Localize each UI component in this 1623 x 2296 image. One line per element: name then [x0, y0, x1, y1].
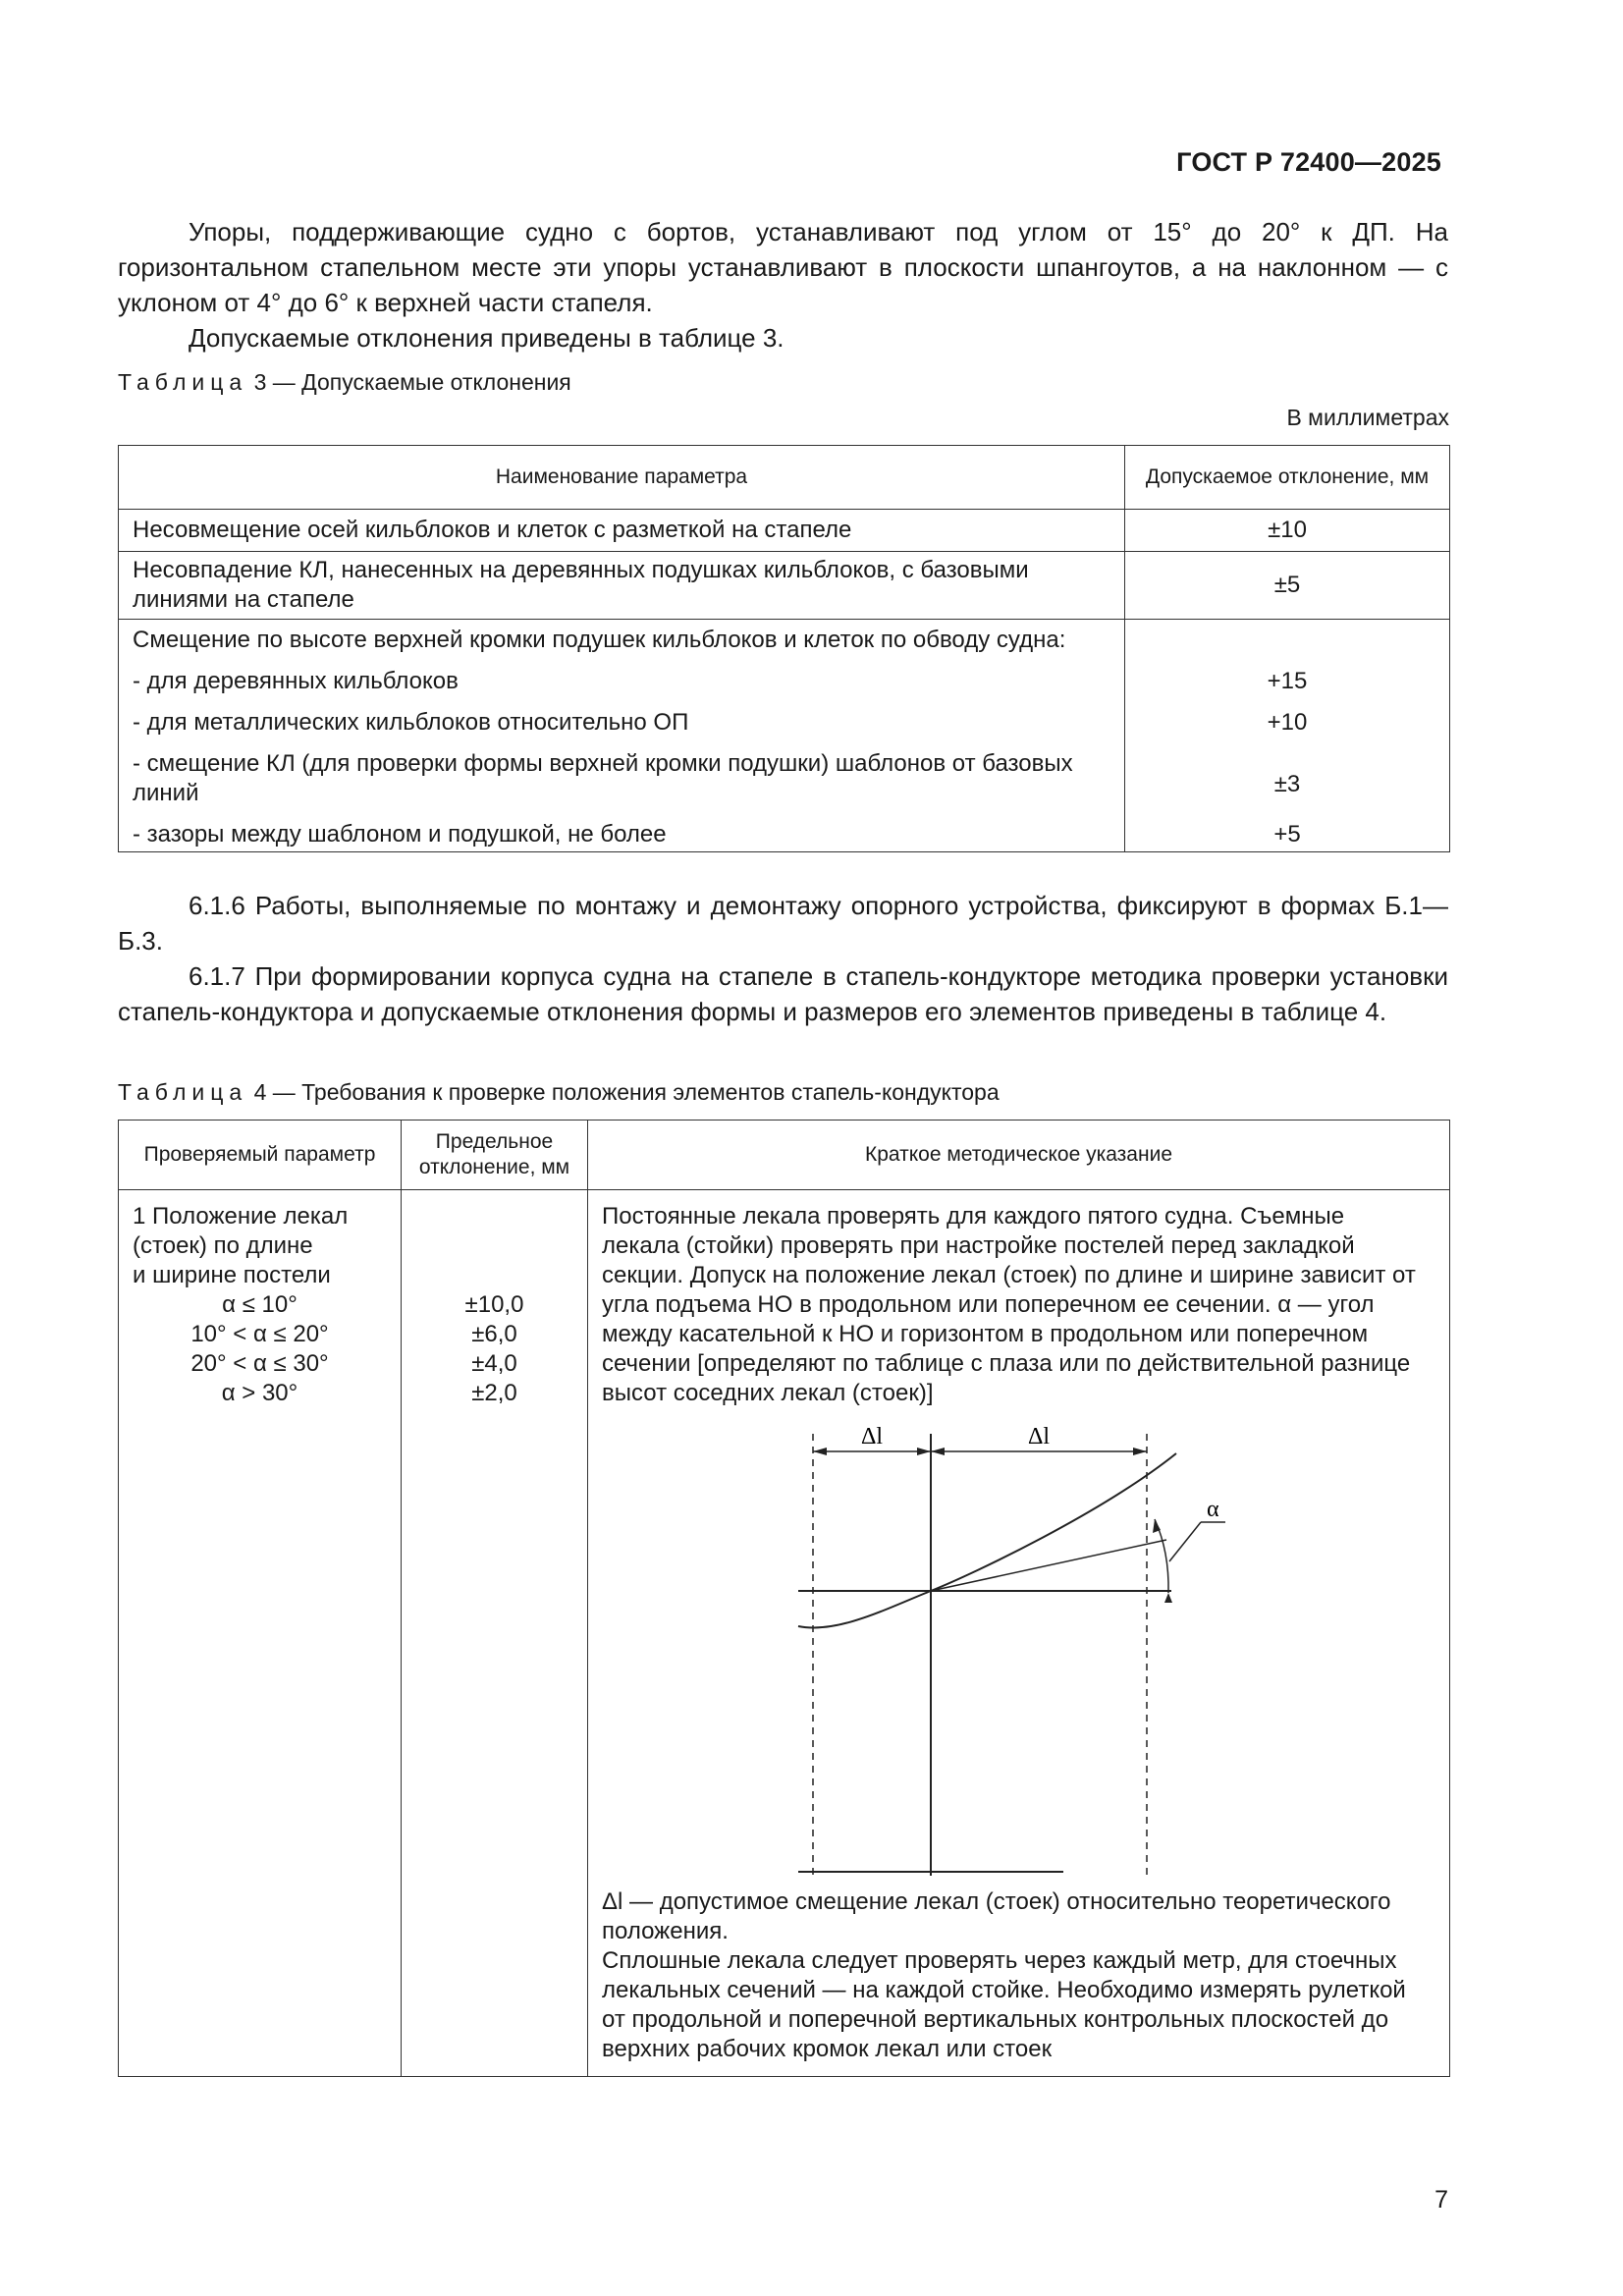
- table3-group-cell: [119, 620, 1125, 852]
- paragraph-6-1-7: 6.1.7 При формировании корпуса судна на стапеле в стапель-кондукторе методика проверки установки стапель-кондуктора и допускаемые отклонения формы и размеров его элементов приведены в таблице 4.: [118, 961, 1448, 1026]
- table3-group-value-4: +5: [1273, 821, 1301, 847]
- table-row: [119, 1190, 1450, 2077]
- arrowhead: [917, 1448, 931, 1455]
- alpha-leader-line: [1169, 1522, 1201, 1561]
- table-row: [119, 510, 1450, 552]
- delta-l-label-right: Δl: [1027, 1424, 1051, 1449]
- table4-limit-cell: [402, 1190, 588, 2077]
- table4-condition-4: α > 30°: [221, 1380, 298, 1406]
- table3-group-item-1: - для деревянных кильблоков: [133, 668, 459, 694]
- table3-group-title: Смещение по высоте верхней кромки подушек кильблоков и клеток по обводу судна:: [133, 627, 1066, 653]
- table3-group-value-2: +10: [1267, 709, 1308, 736]
- table3-units: В миллиметрах: [1286, 405, 1449, 430]
- paragraph-6-1-6: 6.1.6 Работы, выполняемые по монтажу и демонтажу опорного устройства, фиксируют в формах Б.1—Б.3.: [118, 891, 1448, 956]
- table4-condition-3: 20° < α ≤ 30°: [190, 1350, 329, 1377]
- table3-row2-param: Несовпадение КЛ, нанесенных на деревянных подушках кильблоков, с базовыми линиями на стапеле: [119, 552, 1125, 620]
- table3-group-value-3: ±3: [1273, 771, 1301, 797]
- table4-method-bottom: Сплошные лекала следует проверять через каждый метр, для стоечных лекальных сечений — на каждой стойке. Необходимо измерять рулеткой от продольной и поперечной вертикальных контрольных плоскостей до верхних рабочих кромок лекал или стоек: [602, 1947, 1406, 2062]
- table3-group-item-2: - для металлических кильблоков относительно ОП: [133, 709, 689, 736]
- table4-condition-2: 10° < α ≤ 20°: [190, 1321, 329, 1347]
- table3-group-item-4: - зазоры между шаблоном и подушкой, не более: [133, 821, 667, 847]
- intro-paragraph-supports: Упоры, поддерживающие судно с бортов, устанавливают под углом от 15° до 20° к ДП. На горизонтальном стапельном месте эти упоры устанавливают в плоскости шпангоутов, а на наклонном — с уклоном от 4° до 6° к верхней части стапеля.: [118, 217, 1448, 317]
- table4-param-line-2: (стоек) по длине: [133, 1232, 313, 1259]
- table4-method-delta-note: Δl — допустимое смещение лекал (стоек) относительно теоретического положения.: [602, 1888, 1391, 1944]
- table4: [118, 1120, 1450, 2077]
- table4-caption-title: 4 — Требования к проверке положения элементов стапель-кондуктора: [247, 1079, 1000, 1105]
- table4-limit-3: ±4,0: [471, 1350, 517, 1377]
- arrowhead: [1133, 1448, 1147, 1455]
- table4-param-line-3: и ширине постели: [133, 1262, 331, 1288]
- table3-group-value-1: +15: [1267, 668, 1308, 694]
- table3-caption: [118, 369, 571, 396]
- table3: [118, 445, 1450, 852]
- lekalo-offset-diagram: [779, 1424, 1270, 1878]
- table4-param-cell: [119, 1190, 402, 2077]
- table4-method-cell: [588, 1190, 1450, 2077]
- table4-param-line-1: 1 Положение лекал: [133, 1203, 349, 1230]
- lekalo-curve: [798, 1453, 1176, 1627]
- table3-header-row: [119, 446, 1450, 510]
- table3-caption-word: Таблица: [118, 369, 248, 395]
- table3-header-param: Наименование параметра: [119, 446, 1125, 510]
- table4-limit-1: ±10,0: [464, 1291, 524, 1318]
- table4-caption-word: Таблица: [118, 1079, 248, 1105]
- table3-row2-value: ±5: [1125, 552, 1450, 620]
- table3-row1-value: ±10: [1125, 510, 1450, 552]
- table3-caption-title: 3 — Допускаемые отклонения: [247, 369, 571, 395]
- table4-header-param: Проверяемый параметр: [119, 1121, 402, 1190]
- page-number: 7: [1434, 2186, 1448, 2214]
- arrowhead: [1164, 1593, 1172, 1603]
- table4-header-row: [119, 1121, 1450, 1190]
- document-code: ГОСТ Р 72400—2025: [1176, 147, 1441, 177]
- table3-group-item-3: - смещение КЛ (для проверки формы верхней кромки подушки) шаблонов от базовых линий: [133, 750, 1073, 806]
- table4-method-top: Постоянные лекала проверять для каждого пятого судна. Съемные лекала (стойки) проверять при настройке постелей перед закладкой секции. Допуск на положение лекал (стоек) по длине и ширине зависит от угла подъема НО в продольном или поперечном ее сечении. α — угол между касательной к НО и горизонтом в продольном или поперечном сечении [определяют по таблице с плаза или по действительной разнице высот соседних лекал (стоек)]: [602, 1203, 1416, 1406]
- table3-header-deviation: Допускаемое отклонение, мм: [1125, 446, 1450, 510]
- alpha-label: α: [1207, 1497, 1219, 1522]
- table4-header-limit-line1: Предельное: [435, 1130, 554, 1153]
- table4-caption: [118, 1079, 1000, 1106]
- arrowhead: [931, 1448, 945, 1455]
- table3-row1-param: Несовмещение осей кильблоков и клеток с разметкой на стапеле: [119, 510, 1125, 552]
- arrowhead: [813, 1448, 827, 1455]
- table3-group-values: [1125, 620, 1450, 852]
- delta-l-label-left: Δl: [860, 1424, 884, 1449]
- table4-header-method: Краткое методическое указание: [588, 1121, 1450, 1190]
- table-row: [119, 552, 1450, 620]
- intro-paragraph-table-ref: Допускаемые отклонения приведены в таблице 3.: [189, 323, 784, 353]
- table4-limit-2: ±6,0: [471, 1321, 517, 1347]
- tangent-line: [931, 1540, 1166, 1591]
- table4-condition-1: α ≤ 10°: [222, 1291, 298, 1318]
- table-row: [119, 620, 1450, 852]
- table4-limit-4: ±2,0: [471, 1380, 517, 1406]
- table4-header-limit: [402, 1121, 588, 1190]
- table4-header-limit-line2: отклонение, мм: [418, 1156, 570, 1178]
